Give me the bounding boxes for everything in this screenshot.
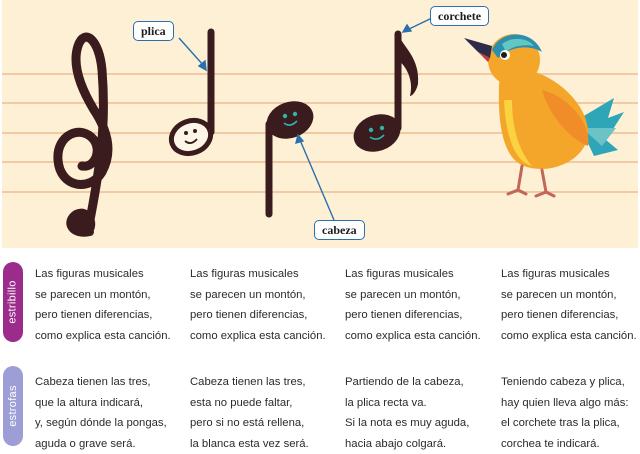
- verse-line: Partiendo de la cabeza,: [345, 376, 464, 388]
- verse-line: Las figuras musicales: [345, 268, 454, 280]
- verse-line: esta no puede faltar,: [190, 396, 293, 409]
- verse-line: y, según dónde la pongas,: [35, 417, 167, 429]
- staff-illustration: [2, 0, 638, 248]
- verse-line: Cabeza tienen las tres,: [190, 376, 306, 388]
- verse-line: como explica esta canción.: [345, 329, 481, 342]
- verse-line: se parecen un montón,: [35, 288, 151, 301]
- verse-line: pero tienen diferencias,: [501, 309, 619, 321]
- callout-plica: plica: [133, 21, 174, 41]
- estribillo-verse-4: [501, 264, 637, 346]
- bird-icon: [464, 34, 624, 196]
- callout-cabeza: cabeza: [314, 220, 365, 240]
- verse-line: hacia abajo colgará.: [345, 437, 447, 450]
- verse-line: hay quien lleva algo más:: [501, 396, 629, 409]
- verse-line: Las figuras musicales: [190, 268, 299, 280]
- verse-line: la blanca esta vez será.: [190, 437, 309, 450]
- verse-line: Las figuras musicales: [501, 268, 610, 280]
- verse-line: Si la nota es muy aguda,: [345, 417, 470, 429]
- estribillo-verse-1: [35, 264, 171, 346]
- verse-line: pero tienen diferencias,: [190, 309, 308, 321]
- estrofa-verse-3: [345, 372, 469, 454]
- verse-line: corchea te indicará.: [501, 437, 600, 450]
- verse-line: se parecen un montón,: [501, 288, 617, 301]
- estribillo-verse-3: [345, 264, 481, 346]
- estrofa-verse-4: [501, 372, 628, 454]
- verse-line: pero tienen diferencias,: [35, 309, 153, 321]
- verse-line: Teniendo cabeza y plica,: [501, 376, 625, 388]
- treble-clef-icon: [58, 37, 108, 233]
- estrofa-verse-1: [35, 372, 167, 454]
- music-illustration: [2, 0, 638, 248]
- verse-line: que la altura indicará,: [35, 396, 144, 409]
- estribillo-row: [0, 262, 640, 344]
- callout-corchete: corchete: [430, 6, 489, 26]
- quarter-note-icon: [261, 95, 318, 214]
- estribillo-verse-2: [190, 264, 326, 346]
- verse-line: como explica esta canción.: [35, 329, 171, 342]
- estrofa-verse-2: [190, 372, 309, 454]
- verse-line: pero tienen diferencias,: [345, 309, 463, 321]
- verse-line: se parecen un montón,: [190, 288, 306, 301]
- verse-line: como explica esta canción.: [501, 329, 637, 342]
- verse-line: Las figuras musicales: [35, 268, 144, 280]
- estrofas-row: [0, 372, 640, 452]
- verse-line: el corchete tras la plica,: [501, 417, 620, 429]
- verse-line: pero si no está rellena,: [190, 417, 305, 429]
- verse-line: como explica esta canción.: [190, 329, 326, 342]
- verse-line: se parecen un montón,: [345, 288, 461, 301]
- verse-line: Cabeza tienen las tres,: [35, 376, 151, 388]
- verse-line: aguda o grave será.: [35, 437, 136, 450]
- verse-line: la plica recta va.: [345, 396, 427, 409]
- estribillo-tab: estribillo: [3, 262, 23, 342]
- eighth-note-icon: [348, 34, 418, 158]
- estrofas-tab: estrofas: [3, 366, 23, 446]
